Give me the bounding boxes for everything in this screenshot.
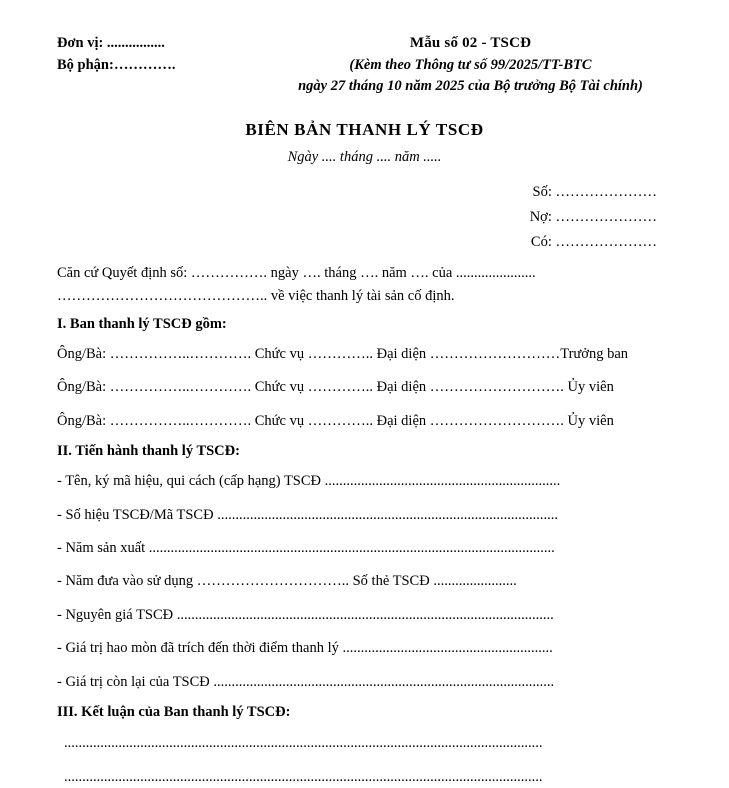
- asset-line-residual-value: - Giá trị còn lại của TSCĐ ..............................................................................................: [57, 673, 555, 690]
- asset-line-depreciation: - Giá trị hao mòn đã trích đến thời điểm thanh lý ..........................................................: [57, 640, 553, 657]
- reference-block: [0, 180, 729, 255]
- form-note-line-1: (Kèm theo Thông tư số 99/2025/TT-BTC: [349, 56, 592, 73]
- form-code: Mẫu số 02 - TSCĐ: [409, 35, 532, 51]
- form-note-line-2: ngày 27 tháng 10 năm 2025 của Bộ trưởng Bộ Tài chính): [298, 77, 643, 94]
- section-3-heading: III. Kết luận của Ban thanh lý TSCĐ:: [57, 704, 291, 721]
- conclusion-blank-area: [0, 732, 729, 788]
- page-title: BIÊN BẢN THANH LÝ TSCĐ: [245, 119, 484, 139]
- section-1-heading: I. Ban thanh lý TSCĐ gồm:: [57, 315, 227, 332]
- committee-row-3: Ông/Bà: ……………..…………. Chức vụ ………….. Đại diện ………………………. Ủy viên: [57, 412, 614, 429]
- asset-line-name: - Tên, ký mã hiệu, qui cách (cấp hạng) TSCĐ .................................................................: [57, 473, 561, 490]
- committee-row-1: Ông/Bà: ……………..…………. Chức vụ ………….. Đại diện ………………………Trưởng ban: [57, 345, 629, 362]
- department-label: Bộ phận:………….: [57, 56, 176, 73]
- intro-line-2: …………………………………….. về việc thanh lý tài sản cố định.: [57, 288, 455, 305]
- intro-line-1: Căn cứ Quyết định số: ……………. ngày …. tháng …. năm …. của ......................: [57, 264, 536, 281]
- document-header: [0, 0, 729, 97]
- document-date-line: Ngày .... tháng .... năm .....: [287, 148, 442, 165]
- document-body: [0, 262, 729, 722]
- blank-line-2: ....................................................................................................................................: [64, 768, 543, 785]
- section-2-heading: II. Tiến hành thanh lý TSCĐ:: [57, 443, 240, 460]
- committee-row-2: Ông/Bà: ……………..…………. Chức vụ ………….. Đại diện ………………………. Ủy viên: [57, 379, 614, 396]
- asset-line-code: - Số hiệu TSCĐ/Mã TSCĐ ..............................................................................................: [57, 506, 558, 523]
- reference-debit: Nợ: …………………: [529, 208, 657, 225]
- reference-number: Số: …………………: [532, 183, 657, 200]
- asset-line-year-used: - Năm đưa vào sử dụng ………………………….. Số thẻ TSCĐ .......................: [57, 573, 517, 590]
- header-unit-block: [0, 33, 230, 77]
- unit-label: Đơn vị: ................: [57, 35, 165, 51]
- blank-line-1: ....................................................................................................................................: [64, 735, 543, 752]
- asset-line-original-cost: - Nguyên giá TSCĐ ........................................................................................................: [57, 606, 554, 623]
- header-form-block: [230, 33, 729, 97]
- reference-credit: Có: …………………: [530, 233, 657, 250]
- asset-line-year-made: - Năm sản xuất ................................................................................................................: [57, 539, 555, 556]
